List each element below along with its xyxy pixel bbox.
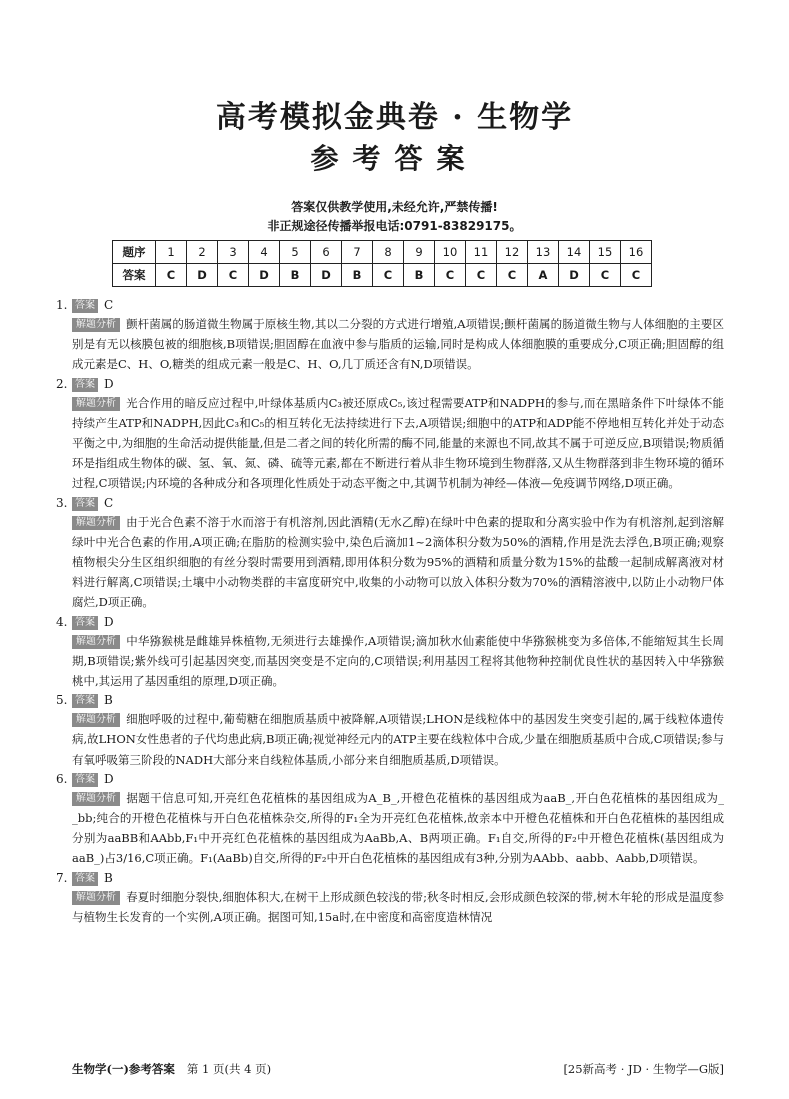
analysis-text: 据题干信息可知,开亮红色花植株的基因组成为A_B_,开橙色花植株的基因组成为aaB_,开白色花植株的基因组成为_ _bb;纯合的开橙色花植株与开白色花植株杂交,所得的F₁全为开亮红色花植株,故亲本中开橙色花植株和开白色花植株的基因组成分别为aaBB和AAbb,F₁中开亮红色花植株的基因组成为AaBb,A、B两项正确。F₁自交,所得的F₂中开橙色花植株(基因组成为aaB_)占3/16,C项正确。F₁(AaBb)自交,所得的F₂中开白色花植株的基因组成有3种,分别为AAbb、aabb、Aabb,D项错误。: [72, 790, 724, 866]
analysis-paragraph: [72, 887, 724, 927]
answer-table: [112, 240, 652, 287]
answer-cell: C: [590, 264, 621, 287]
question-number: 4.: [56, 614, 68, 629]
analysis-paragraph: [72, 788, 724, 869]
answer-cell: D: [249, 264, 280, 287]
q-number: 7: [342, 241, 373, 264]
analysis-tag: 解题分析: [72, 318, 120, 332]
question-number: 3.: [56, 495, 68, 510]
q-number: 4: [249, 241, 280, 264]
analysis-text: 颤杆菌属的肠道微生物属于原核生物,其以二分裂的方式进行增殖,A项错误;颤杆菌属的肠道微生物与人体细胞的主要区别是有无以核膜包被的细胞核,B项错误;胆固醇在血液中参与脂质的运输,同时是构成人体细胞膜的重要成分,C项正确;胆固醇的组成元素是C、H、O,糖类的组成元素一般是C、H、O,几丁质还含有N,D项错误。: [72, 317, 724, 372]
answer-row: [113, 264, 652, 287]
edition-label: [25新高考 · JD · 生物学—G版]: [563, 1062, 724, 1076]
copyright-notice: 答案仅供教学使用,未经允许,严禁传播!: [291, 200, 498, 214]
question-block: [56, 613, 724, 692]
question-header: [56, 691, 724, 709]
question-number: 1.: [56, 298, 68, 312]
q-number: 6: [311, 241, 342, 264]
analysis-text: 中华猕猴桃是雌雄异株植物,无须进行去雄操作,A项错误;滴加秋水仙素能使中华猕猴桃变为多倍体,不能缩短其生长周期,B项错误;紫外线可引起基因突变,而基因突变是不定向的,C项错误;利用基因工程将其他物种控制优良性状的基因转入中华猕猴桃中,其运用了基因重组的原理,D项正确。: [72, 633, 724, 689]
report-hotline: 非正规途径传播举报电话:0791-83829175。: [267, 219, 522, 233]
analysis-tag: 解题分析: [72, 397, 120, 411]
answer-value: C: [104, 298, 114, 312]
answer-cell: D: [559, 264, 590, 287]
question-header: [56, 770, 724, 788]
question-block: [56, 296, 724, 375]
page-indicator: 第 1 页(共 4 页): [186, 1062, 272, 1076]
answer-tag: 答案: [72, 694, 98, 708]
q-number: 15: [590, 241, 621, 264]
page-subtitle: 参考答案: [310, 142, 479, 175]
analysis-text: 春夏时细胞分裂快,细胞体积大,在树干上形成颜色较浅的带;秋冬时相反,会形成颜色较深的带,树木年轮的形成是温度参与植物生长发育的一个实例,A项正确。据图可知,15a时,在中密度和高密度造林情况: [72, 889, 724, 924]
page-title: 高考模拟金典卷 · 生物学: [215, 100, 574, 135]
answer-cell: A: [528, 264, 559, 287]
answer-value: D: [104, 614, 114, 629]
footer-subject: 生物学(一)参考答案: [72, 1062, 175, 1076]
answer-tag: 答案: [72, 378, 98, 392]
question-block: [56, 375, 724, 494]
answer-explanations: [56, 296, 724, 927]
q-number: 13: [528, 241, 559, 264]
analysis-text: 细胞呼吸的过程中,葡萄糖在细胞质基质中被降解,A项错误;LHON是线粒体中的基因发生突变引起的,属于线粒体遗传病,故LHON女性患者的子代均患此病,B项正确;视觉神经元内的ATP主要在线粒体中合成,少量在细胞质基质中合成,C项错误;参与有氧呼吸第三阶段的NADH大部分来自线粒体基质,小部分来自细胞质基质,D项错误。: [72, 712, 724, 767]
q-number: 2: [187, 241, 218, 264]
answer-cell: D: [187, 264, 218, 287]
question-block: [56, 494, 724, 613]
question-header: [56, 296, 724, 314]
analysis-paragraph: [72, 709, 724, 770]
question-number: 6.: [56, 771, 68, 786]
q-number: 16: [621, 241, 652, 264]
analysis-tag: 解题分析: [72, 792, 120, 806]
q-number: 9: [404, 241, 435, 264]
question-header: [56, 494, 724, 512]
analysis-text: 光合作用的暗反应过程中,叶绿体基质内C₃被还原成C₅,该过程需要ATP和NADPH的参与,而在黑暗条件下叶绿体不能持续产生ATP和NADPH,因此C₃和C₅的相互转化无法持续进行下去,A项错误;细胞中的ATP和ADP能不停地相互转化并处于动态平衡之中,为细胞的生命活动提供能量,但是二者之间的转化所需的酶不同,能量的来源也不同,故其不属于可逆反应,B项错误;物质循环是指组成生物体的碳、氢、氧、氮、磷、硫等元素,都在不断进行着从非生物环境到生物群落,又从生物群落到非生物环境的循环过程,C项错误;内环境的各种成分和各项理化性质处于动态平衡之中,其调节机制为神经—体液—免疫调节网络,D项正确。: [72, 395, 724, 491]
question-header: [56, 375, 724, 393]
answer-tag: 答案: [72, 299, 98, 313]
answer-cell: C: [466, 264, 497, 287]
question-block: [56, 770, 724, 869]
answer-cell: B: [280, 264, 311, 287]
answer-cell: C: [621, 264, 652, 287]
question-block: [56, 869, 724, 927]
analysis-paragraph: [72, 512, 724, 613]
q-number: 1: [156, 241, 187, 264]
question-number-row: [113, 241, 652, 264]
answer-value: B: [104, 870, 113, 885]
answer-cell: B: [404, 264, 435, 287]
analysis-paragraph: [72, 314, 724, 375]
footer-left: [72, 1059, 271, 1079]
answer-value: C: [104, 495, 114, 510]
q-number: 11: [466, 241, 497, 264]
answer-cell: C: [156, 264, 187, 287]
row-label-answer: 答案: [113, 264, 156, 287]
question-number: 5.: [56, 693, 68, 708]
q-number: 10: [435, 241, 466, 264]
answer-value: D: [104, 376, 114, 391]
q-number: 12: [497, 241, 528, 264]
question-block: [56, 691, 724, 770]
answer-tag: 答案: [72, 872, 98, 886]
answer-tag: 答案: [72, 616, 98, 630]
question-number: 7.: [56, 870, 68, 885]
answer-cell: D: [311, 264, 342, 287]
analysis-tag: 解题分析: [72, 891, 120, 905]
answer-tag: 答案: [72, 773, 98, 787]
answer-value: D: [104, 771, 114, 786]
answer-cell: C: [218, 264, 249, 287]
analysis-tag: 解题分析: [72, 713, 120, 727]
analysis-text: 由于光合色素不溶于水而溶于有机溶剂,因此酒精(无水乙醇)在绿叶中色素的提取和分离实验中作为有机溶剂,起到溶解绿叶中光合色素的作用,A项正确;在脂肪的检测实验中,染色后滴加1~2滴体积分数为50%的酒精,作用是洗去浮色,B项正确;观察植物根尖分生区组织细胞的有丝分裂时需要用到酒精,即用体积分数为95%的酒精和质量分数为15%的盐酸一起制成解离液对材料进行解离,C项错误;土壤中小动物类群的丰富度研究中,收集的小动物可以放入体积分数为70%的酒精溶液中,以防止小动物尸体腐烂,D项正确。: [72, 514, 724, 610]
question-header: [56, 613, 724, 631]
analysis-paragraph: [72, 393, 724, 494]
q-number: 3: [218, 241, 249, 264]
answer-value: B: [104, 693, 113, 708]
analysis-tag: 解题分析: [72, 635, 120, 649]
q-number: 5: [280, 241, 311, 264]
question-header: [56, 869, 724, 887]
answer-cell: B: [342, 264, 373, 287]
page-footer: [72, 1059, 724, 1079]
answer-tag: 答案: [72, 497, 98, 511]
row-label-number: 题序: [113, 241, 156, 264]
analysis-tag: 解题分析: [72, 516, 120, 530]
question-number: 2.: [56, 376, 68, 391]
answer-cell: C: [435, 264, 466, 287]
q-number: 8: [373, 241, 404, 264]
q-number: 14: [559, 241, 590, 264]
answer-cell: C: [373, 264, 404, 287]
analysis-paragraph: [72, 631, 724, 692]
answer-cell: C: [497, 264, 528, 287]
